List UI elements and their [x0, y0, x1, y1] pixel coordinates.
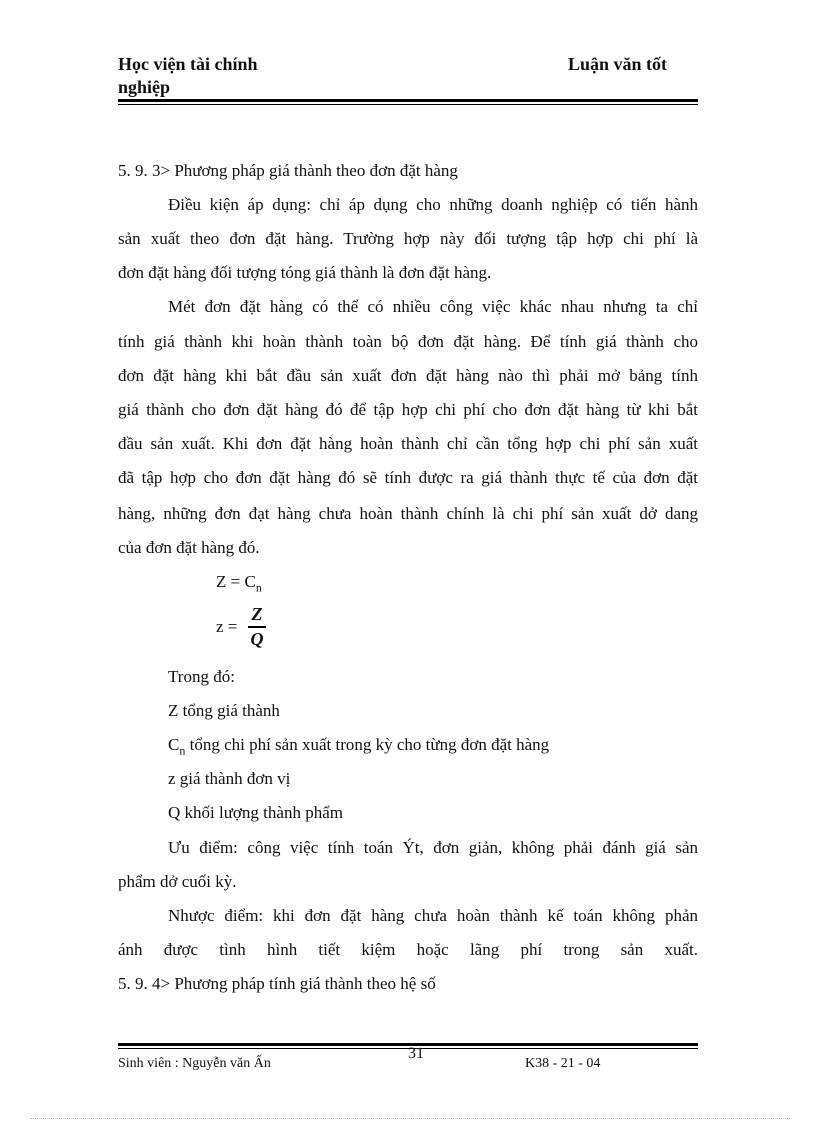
formula-unit-cost-lhs: z =	[216, 617, 238, 636]
formula-lhs: Z = C	[216, 572, 256, 591]
paragraph-line: sản xuất theo đơn đặt hàng. Trường hợp này đối tượng tập hợp chi phí là	[118, 229, 698, 248]
paragraph-line: đã tập hợp cho đơn đặt hàng đó sẽ tính được ra giá thành thực tế của đơn đặt	[118, 468, 698, 487]
page-bottom-border	[30, 1118, 790, 1119]
definition-subscript: n	[179, 743, 186, 758]
formula-fraction	[248, 604, 266, 650]
definition-q: Q khối lượng thành phẩm	[168, 803, 343, 822]
page-number: 31	[408, 1045, 424, 1062]
advantages-line: Ưu điểm: công việc tính toán Ýt, đơn giản, không phải đánh giá sản	[168, 838, 698, 857]
definition-z-unit: z giá thành đơn vị	[168, 769, 291, 788]
definition-z-total: Z tổng giá thành	[168, 701, 280, 720]
paragraph-line: Mét đơn đặt hàng có thể có nhiều công việc khác nhau nhưng ta chỉ	[168, 297, 698, 316]
disadvantages-line: Nhược điểm: khi đơn đặt hàng chưa hoàn thành kế toán không phản	[168, 906, 698, 925]
fraction-numerator: Z	[251, 604, 263, 624]
footer-class-code: K38 - 21 - 04	[525, 1056, 601, 1071]
header-thesis-label: Luận văn tốt	[568, 54, 668, 74]
header-thesis-label-wrap: nghiệp	[118, 77, 171, 97]
definition-symbol: C	[168, 735, 180, 754]
header-rule-thick	[118, 99, 698, 102]
paragraph-line: của đơn đặt hàng đó.	[118, 538, 260, 557]
paragraph-line: giá thành cho đơn đặt hàng đó để tập hợp chi phí cho đơn đặt hàng từ khi bắt	[118, 400, 698, 419]
paragraph-line: tính giá thành khi hoàn thành toàn bộ đơn đặt hàng. Để tính giá thành cho	[118, 332, 698, 351]
fraction-bar	[248, 626, 266, 628]
paragraph-line: hàng, những đơn đạt hàng chưa hoàn thành chính là chi phí sản xuất dở dang	[118, 504, 698, 523]
formula-subscript: n	[255, 580, 262, 595]
paragraph-line: Điều kiện áp dụng: chỉ áp dụng cho những doanh nghiệp có tiến hành	[168, 195, 698, 214]
formula-total-cost	[216, 572, 262, 595]
paragraph-line: đơn đặt hàng khi bắt đầu sản xuất đơn đặt hàng nào thì phải mở bảng tính	[118, 366, 698, 385]
next-section-title: 5. 9. 4> Phương pháp tính giá thành theo hệ số	[118, 974, 436, 993]
footer-student-name: Sinh viên : Nguyễn văn Ấn	[118, 1056, 271, 1071]
definition-text: tổng chi phí sản xuất trong kỳ cho từng đơn đặt hàng	[185, 735, 550, 754]
header-institution: Học viện tài chính	[118, 54, 258, 74]
header-rule-thin	[118, 104, 698, 105]
paragraph-line: đầu sản xuất. Khi đơn đặt hàng hoàn thành chỉ cần tổng hợp chi phí sản xuất	[118, 434, 698, 453]
advantages-line: phẩm dở cuối kỳ.	[118, 872, 237, 891]
definition-cn	[168, 735, 698, 758]
paragraph-line: đơn đặt hàng đối tượng tóng giá thành là đơn đặt hàng.	[118, 263, 492, 282]
fraction-denominator: Q	[250, 628, 264, 649]
disadvantages-line: ánh được tình hình tiết kiệm hoặc lãng phí trong sản xuất.	[118, 940, 698, 959]
section-title: 5. 9. 3> Phương pháp giá thành theo đơn đặt hàng	[118, 161, 458, 180]
where-label: Trong đó:	[168, 667, 235, 686]
